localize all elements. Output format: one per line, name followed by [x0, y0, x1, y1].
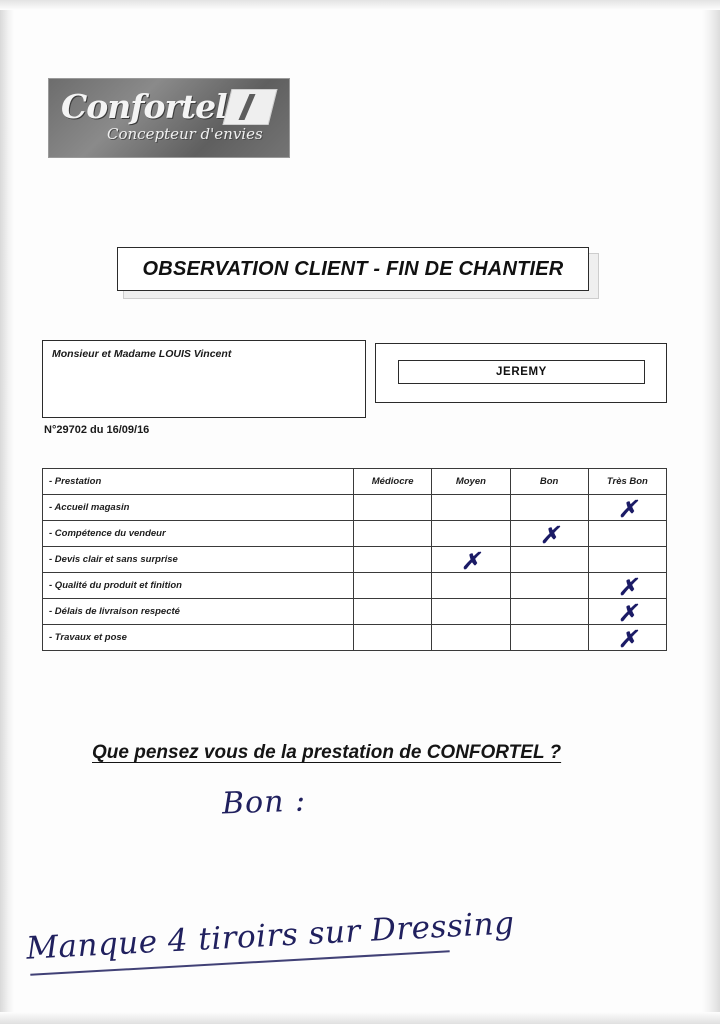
- scan-edge-bottom: [0, 1012, 720, 1024]
- rating-cell[interactable]: [432, 495, 510, 521]
- rating-cell[interactable]: [432, 547, 510, 573]
- document-title-box: [117, 247, 589, 291]
- rating-cell[interactable]: [588, 521, 666, 547]
- header-moyen: Moyen: [432, 469, 510, 495]
- reference-number: N°29702 du 16/09/16: [44, 424, 150, 436]
- checkmark-icon: ✗: [458, 547, 483, 574]
- vendor-name: JEREMY: [496, 366, 547, 378]
- rating-cell[interactable]: [354, 521, 432, 547]
- rating-cell[interactable]: [432, 521, 510, 547]
- rating-cell[interactable]: [510, 573, 588, 599]
- table-header-row: [43, 469, 667, 495]
- rating-cell[interactable]: [588, 547, 666, 573]
- rating-cell[interactable]: [354, 625, 432, 651]
- rating-cell[interactable]: [510, 547, 588, 573]
- checkmark-icon: ✗: [615, 495, 640, 522]
- ratings-table: [42, 468, 667, 651]
- rating-cell[interactable]: [588, 625, 666, 651]
- rating-cell[interactable]: [588, 599, 666, 625]
- table-row: [43, 573, 667, 599]
- vendor-name-field: [398, 360, 645, 384]
- criterion-label: - Délais de livraison respecté: [43, 599, 354, 625]
- checkmark-icon: ✗: [615, 625, 640, 652]
- criterion-label: - Accueil magasin: [43, 495, 354, 521]
- table-row: [43, 625, 667, 651]
- rating-cell[interactable]: [354, 547, 432, 573]
- reference-line: [44, 424, 149, 436]
- handwritten-note: Manque 4 tiroirs sur Dressing: [25, 905, 516, 967]
- table-row: [43, 547, 667, 573]
- criterion-label: - Compétence du vendeur: [43, 521, 354, 547]
- logo-tagline: Concepteur d'envies: [107, 125, 263, 143]
- rating-cell[interactable]: [432, 599, 510, 625]
- client-name: Monsieur et Madame LOUIS Vincent: [52, 348, 232, 360]
- rating-cell[interactable]: [510, 599, 588, 625]
- header-prestation: - Prestation: [43, 469, 354, 495]
- ratings-table-body: [43, 495, 667, 651]
- scan-edge-right: [702, 0, 720, 1024]
- handwritten-answer: Bon :: [221, 783, 307, 822]
- table-row: [43, 521, 667, 547]
- scan-edge-left: [0, 0, 14, 1024]
- table-row: [43, 599, 667, 625]
- logo-brand-text: Confortel: [61, 87, 227, 126]
- rating-cell[interactable]: [354, 495, 432, 521]
- rating-cell[interactable]: [588, 495, 666, 521]
- header-bon: Bon: [510, 469, 588, 495]
- criterion-label: - Qualité du produit et finition: [43, 573, 354, 599]
- open-question-label: Que pensez vous de la prestation de CONFORTEL ?: [92, 742, 562, 763]
- table-row: [43, 495, 667, 521]
- client-info-box: [42, 340, 366, 418]
- vendor-box: [375, 343, 667, 403]
- rating-cell[interactable]: [354, 599, 432, 625]
- slash-icon: [223, 89, 278, 125]
- criterion-label: - Travaux et pose: [43, 625, 354, 651]
- page-title: OBSERVATION CLIENT - FIN DE CHANTIER: [142, 257, 564, 280]
- criterion-label: - Devis clair et sans surprise: [43, 547, 354, 573]
- checkmark-icon: ✗: [615, 573, 640, 600]
- rating-cell[interactable]: [588, 573, 666, 599]
- rating-cell[interactable]: [510, 495, 588, 521]
- scan-edge-top: [0, 0, 720, 10]
- company-logo: [48, 78, 290, 158]
- rating-cell[interactable]: [432, 573, 510, 599]
- checkmark-icon: ✗: [615, 599, 640, 626]
- header-tres-bon: Très Bon: [588, 469, 666, 495]
- header-mediocre: Médiocre: [354, 469, 432, 495]
- rating-cell[interactable]: [510, 625, 588, 651]
- checkmark-icon: ✗: [537, 521, 562, 548]
- rating-cell[interactable]: [432, 625, 510, 651]
- rating-cell[interactable]: [510, 521, 588, 547]
- rating-cell[interactable]: [354, 573, 432, 599]
